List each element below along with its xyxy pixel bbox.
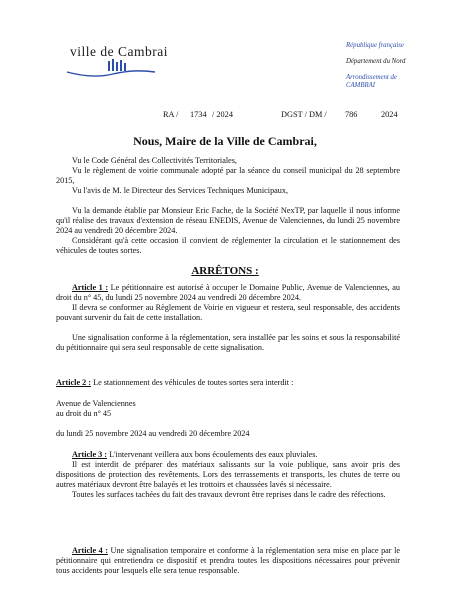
article-1 [56,283,400,353]
article-2-label: Article 2 : [56,378,92,387]
article-3-paragraph: Toutes les surfaces tachées du fait des travaux devront être reprises dans le cadre des réfections. [72,490,386,499]
arrondissement-label: Arrondissement de [346,74,397,81]
article-1-paragraph: Il devra se conformer au Règlement de Voirie en vigueur et restera, seul responsable, des accidents pouvant survenir du fait de cette installation. [56,303,400,322]
ra-number: 1734 [190,110,207,119]
request-paragraph: Vu la demande établie par Monsieur Eric Fache, de la Société NexTP, par laquelle il nous informe qu'il réalise des travaux d'extension de réseau ENEDIS, Avenue de Valenciennes, du lundi 25 novembre 2024 au vendredi 20 décembre 2024. [56,206,400,235]
city-logo-text: ville de Cambrai [70,44,168,59]
dgst-year: 2024 [381,110,398,119]
city-logo-icon [63,58,158,82]
article-1-label: Article 1 : [72,283,109,292]
article-3-label: Article 3 : [72,450,108,459]
vu-section [56,156,400,196]
article-2-street: Avenue de Valenciennes [56,399,136,408]
article-2-period: du lundi 25 novembre 2024 au vendredi 20 décembre 2024 [56,429,250,438]
article-2-text: Le stationnement des véhicules de toutes sortes sera interdit : [91,378,294,387]
vu-item: Vu le Code Général des Collectivités Territoriales, [72,156,237,165]
considerant-paragraph: Considérant qu'à cette occasion il convient de réglementer la circulation et le stationnement des véhicules de toutes sortes. [56,236,400,255]
arretons-heading: ARRÊTONS : [191,265,259,277]
dgst-label: DGST / DM / [281,110,327,119]
article-4 [56,546,400,576]
article-3-text: L'intervenant veillera aux bons écoulements des eaux pluviales. [107,450,318,459]
request-section [56,206,400,256]
republic-label: République française [346,42,404,49]
article-3 [56,450,400,500]
article-2 [56,378,400,439]
arrondissement-city: CAMBRAI [346,82,376,89]
article-1-text: Le pétitionnaire est autorisé à occuper le Domaine Public, Avenue de Valenciennes, au droit du n° 45, du lundi 25 novembre 2024 au vendredi 20 décembre 2024. [56,283,400,302]
decree-title: Nous, Maire de la Ville de Cambrai, [133,134,317,148]
article-3-paragraph: Il est interdit de préparer des matériaux salissants sur la voie publique, sans avoir pris des dispositions de protection des revêtements. Lors des terrassements et transports, les chutes de terre ou autres matériaux devront être balayés et les trottoirs et chaussées lavés si nécessaire. [56,460,400,489]
department-label: Département du Nord [346,58,406,65]
article-2-number: au droit du n° 45 [56,409,112,418]
ra-label: RA / [163,110,179,119]
ra-year: / 2024 [212,110,233,119]
article-1-paragraph: Une signalisation conforme à la réglementation, sera installée par les soins et sous la responsabilité du pétitionnaire qui sera seul responsable de cette signalisation. [56,333,400,352]
article-4-text: Une signalisation temporaire et conforme à la réglementation sera mise en place par le pétitionnaire qui entretiendra ce dispositif et prendra toutes les dispositions nécessaires pour prévenir tous accidents pour lesquels elle sera tenue responsable. [56,546,400,575]
vu-item: Vu l'avis de M. le Directeur des Services Techniques Municipaux, [72,186,289,195]
dgst-number: 786 [345,110,358,119]
vu-item: Vu le règlement de voirie communale adopté par la séance du conseil municipal du 28 septembre 2015, [56,166,400,185]
article-4-label: Article 4 : [72,546,108,555]
